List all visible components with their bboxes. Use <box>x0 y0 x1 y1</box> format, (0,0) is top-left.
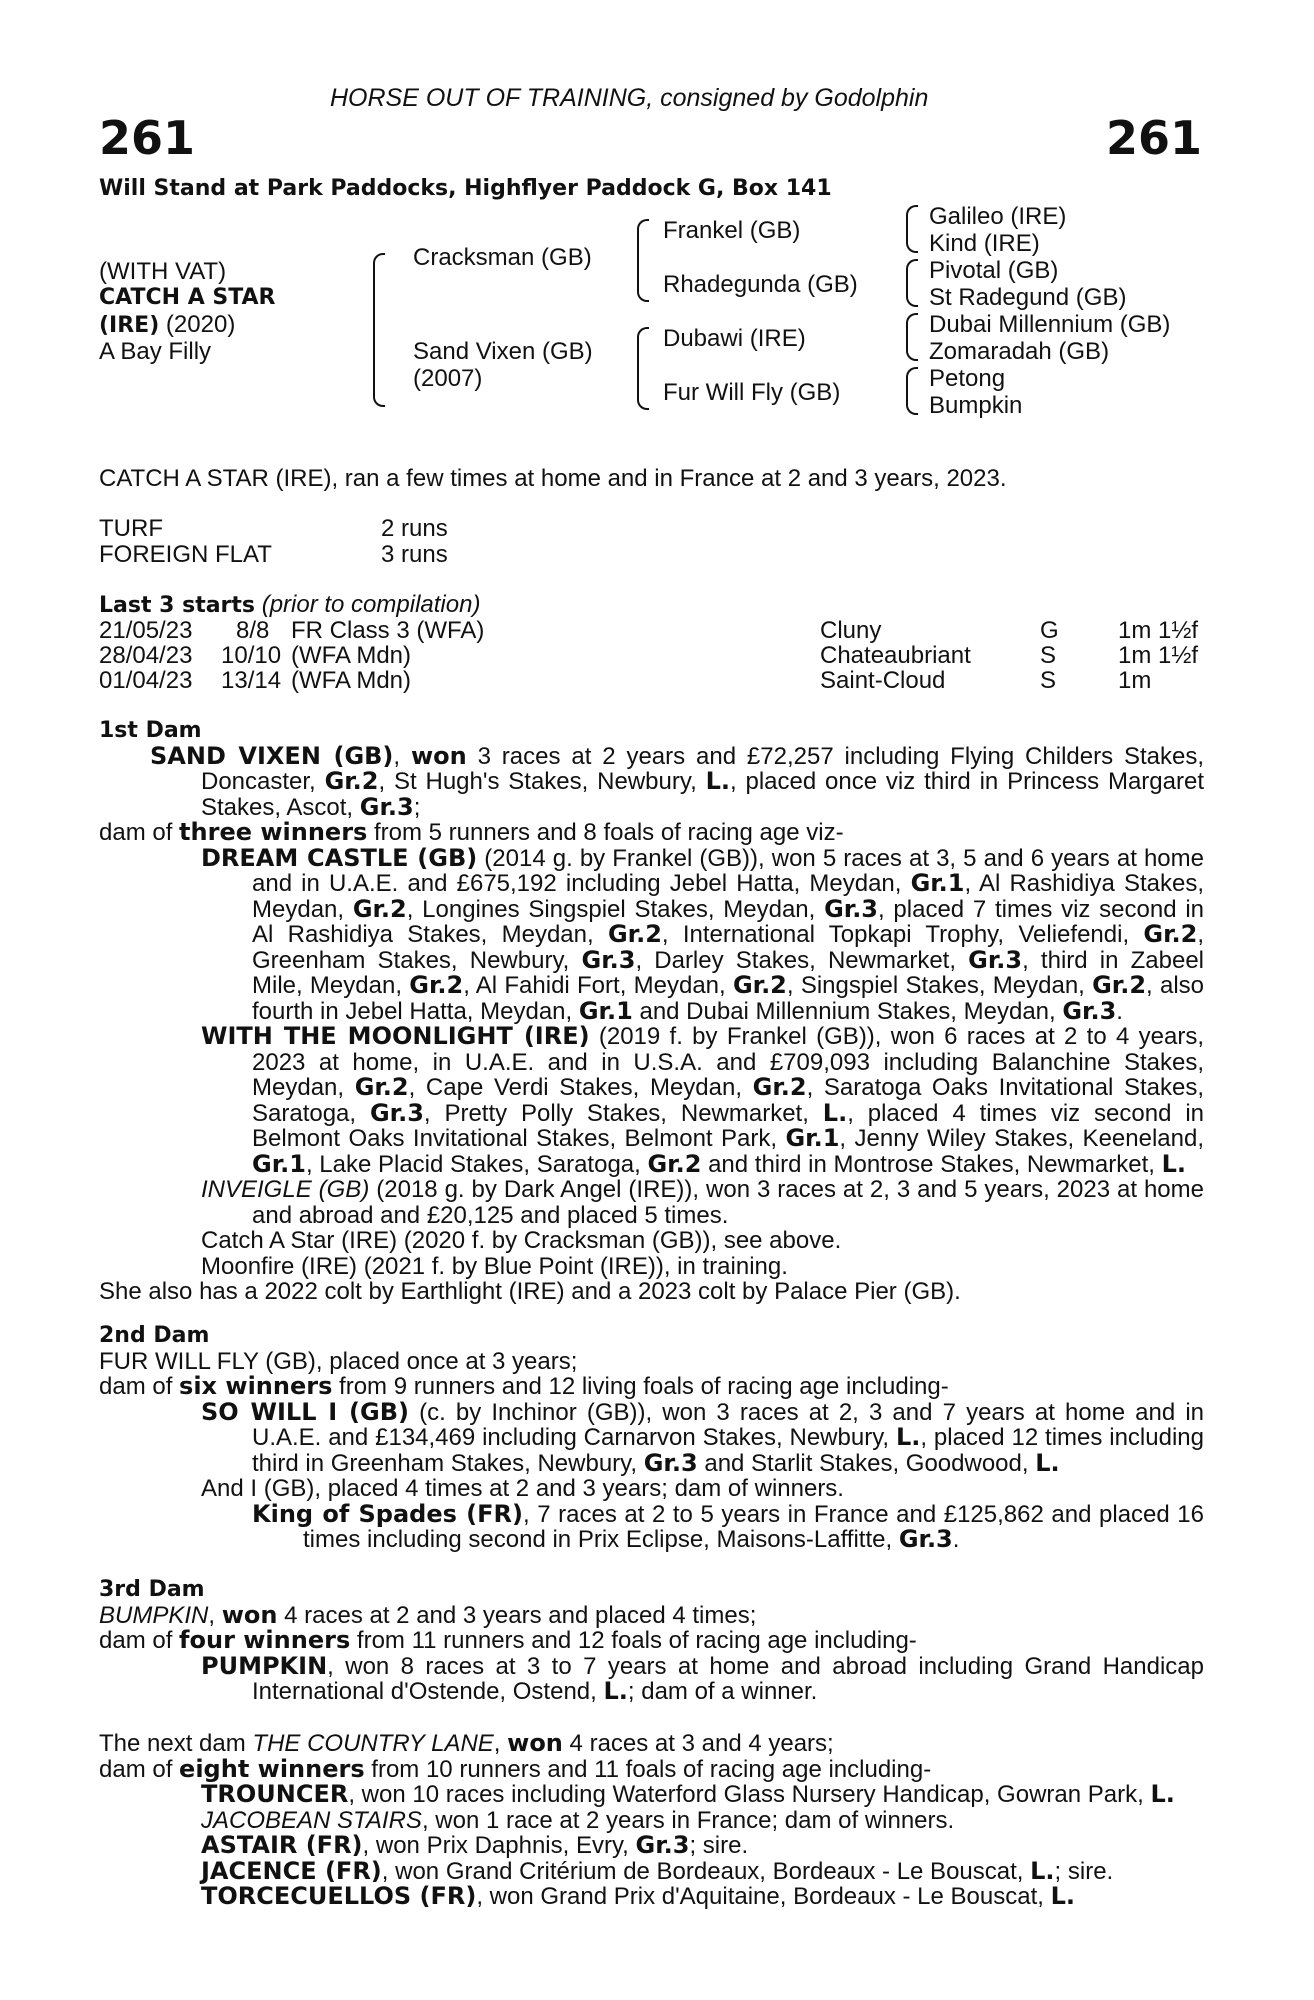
won-label: won <box>221 1600 278 1629</box>
start-position: 8/8 <box>236 617 270 644</box>
grade: Gr.3 <box>968 945 1023 974</box>
grade: Gr.2 <box>409 971 464 999</box>
pedigree-gen4-3: Pivotal (GB) <box>929 257 1059 284</box>
produce-torcecuellos <box>99 1884 1204 1910</box>
pedigree-brace-dam <box>637 327 649 410</box>
produce-jacobean-stairs <box>99 1808 1204 1834</box>
text: , Al Fahidi Fort, Meydan, <box>463 972 733 999</box>
text: , Saratoga Oaks Invitational Stakes, Saratoga, <box>252 1074 1204 1127</box>
runs-count-turf: 2 runs <box>381 515 448 542</box>
pedigree-dam-sire: Dubawi (IRE) <box>663 325 806 352</box>
text: ; sire. <box>1054 1857 1114 1885</box>
listed: L. <box>895 1423 921 1451</box>
next-dam-section <box>99 1731 1204 1910</box>
start-distance: 1m 1½f <box>1118 642 1199 669</box>
produce-with-the-moonlight <box>99 1024 1204 1177</box>
produce-and-i: And I (GB), placed 4 times at 2 and 3 years; dam of winners. <box>201 1475 844 1502</box>
last-starts-title: Last 3 starts <box>99 593 256 618</box>
grade: Gr.3 <box>824 894 879 923</box>
produce-name: DREAM CASTLE (GB) <box>201 843 478 872</box>
start-race: (WFA Mdn) <box>291 667 412 694</box>
start-date: 01/04/23 <box>99 667 193 694</box>
grade: Gr.3 <box>635 1831 690 1859</box>
start-course: Cluny <box>820 617 882 644</box>
text: , placed once viz third in Princess Margaret Stakes, Ascot, <box>201 768 1204 821</box>
first-dam-section <box>99 718 1204 1305</box>
grade: Gr.1 <box>910 869 965 897</box>
pedigree-gen4-5: Dubai Millennium (GB) <box>929 311 1171 338</box>
text: ; <box>413 793 421 821</box>
pedigree-dam: Sand Vixen (GB) <box>413 338 593 365</box>
text: , <box>493 1730 508 1757</box>
listed: L. <box>1035 1448 1060 1477</box>
text: , Longines Singspiel Stakes, Meydan, <box>406 895 825 923</box>
runs-type-turf: TURF <box>99 515 163 542</box>
text: . <box>952 1526 960 1553</box>
third-dam-heading: 3rd Dam <box>99 1577 205 1602</box>
produce-name: INVEIGLE (GB) <box>201 1176 370 1203</box>
start-date: 21/05/23 <box>99 617 193 644</box>
start-going: S <box>1040 667 1057 694</box>
text: 4 races at 2 and 3 years and placed 4 times; <box>277 1601 757 1629</box>
grade: Gr.2 <box>1092 971 1147 999</box>
text: , placed 4 times viz second in Belmont Oaks Invitational Stakes, Belmont Park, <box>252 1099 1204 1152</box>
last-starts-note: (prior to compilation) <box>255 591 481 618</box>
text: , <box>208 1601 222 1629</box>
text: , won Grand Prix d'Aquitaine, Bordeaux - Le Bouscat, <box>476 1883 1051 1910</box>
text: from 11 runners and 12 foals of racing age including- <box>350 1627 917 1654</box>
pedigree-gen4-7: Petong <box>929 365 1006 392</box>
text: , Pretty Polly Stakes, Newmarket, <box>423 1099 823 1127</box>
grade: Gr.1 <box>578 996 633 1025</box>
grade: Gr.2 <box>1143 920 1198 948</box>
start-course: Saint-Cloud <box>820 667 946 694</box>
text: dam of <box>99 819 180 846</box>
vat-note: (WITH VAT) <box>99 258 227 285</box>
text: dam of <box>99 1373 180 1400</box>
pedigree-brace-sire <box>637 219 649 302</box>
next-dam-produce-summary <box>99 1754 1204 1783</box>
start-distance: 1m 1½f <box>1118 617 1199 644</box>
lot-number-left: 261 <box>99 111 196 165</box>
won-label: won <box>507 1729 563 1757</box>
grade: Gr.3 <box>898 1525 953 1553</box>
grade: Gr.2 <box>324 767 379 795</box>
text: from 5 runners and 8 foals of racing age viz- <box>367 819 844 846</box>
listed: L. <box>1050 1882 1075 1910</box>
text: , 7 races at 2 to 5 years in France and £125,862 and placed 16 times including second in Prix Eclipse, Maisons-Laffitte, <box>303 1500 1204 1553</box>
text: , placed 7 times viz second in Al Rashidiya Stakes, Meydan, <box>252 895 1204 948</box>
listed: L. <box>822 1098 848 1127</box>
winners-count: six winners <box>179 1372 333 1400</box>
pedigree-gen4-6: Zomaradah (GB) <box>929 338 1110 365</box>
first-dam-record: SAND VIXEN (GB), won 3 races at 2 years and £72,257 including Flying Childers Stakes, Doncaster, Gr.2, St Hugh's Stakes, Newbury, L., placed once viz third in Princess Margaret Stakes, Ascot, Gr.3; <box>150 741 1204 821</box>
grade: Gr.3 <box>369 1098 424 1127</box>
text: , Darley Stakes, Newmarket, <box>635 946 969 974</box>
runs-type-foreign: FOREIGN FLAT <box>99 541 272 568</box>
grade: Gr.2 <box>607 920 662 948</box>
text: from 9 runners and 12 living foals of racing age including- <box>332 1373 949 1400</box>
produce-moonfire: Moonfire (IRE) (2021 f. by Blue Point (IRE)), in training. <box>201 1252 788 1280</box>
text: , International Topkapi Trophy, Veliefendi, <box>661 921 1144 948</box>
race-summary: CATCH A STAR (IRE), ran a few times at home and in France at 2 and 3 years, 2023. <box>99 465 1007 492</box>
produce-name: King of Spades (FR) <box>252 1499 523 1528</box>
grade: Gr.2 <box>354 1073 409 1101</box>
text: and third in Montrose Stakes, Newmarket, <box>701 1150 1162 1178</box>
produce-dream-castle <box>99 843 1205 1025</box>
first-dam-also: She also has a 2022 colt by Earthlight (IRE) and a 2023 colt by Palace Pier (GB). <box>99 1278 961 1305</box>
third-dam-section <box>99 1577 1204 1705</box>
next-dam-name: THE COUNTRY LANE <box>252 1730 494 1757</box>
text: , Greenham Stakes, Newbury, <box>252 921 1204 974</box>
first-dam-heading: 1st Dam <box>99 718 202 743</box>
text: , won Prix Daphnis, Evry, <box>362 1832 636 1859</box>
start-race: (WFA Mdn) <box>291 642 412 669</box>
text: ; dam of a winner. <box>627 1678 818 1705</box>
second-dam-record: FUR WILL FLY (GB), placed once at 3 years; <box>99 1347 578 1375</box>
grade: Gr.3 <box>581 945 636 974</box>
produce-name: TROUNCER <box>201 1780 349 1808</box>
listed: L. <box>1150 1780 1175 1808</box>
third-dam-produce-summary <box>99 1628 1204 1654</box>
text: , St Hugh's Stakes, Newbury, <box>378 768 706 795</box>
produce-name: JACOBEAN STAIRS <box>201 1806 422 1834</box>
text: dam of <box>99 1755 180 1783</box>
text: , Jenny Wiley Stakes, Keeneland, <box>839 1125 1204 1152</box>
horse-year: (2020) <box>159 311 236 338</box>
start-position: 13/14 <box>221 667 282 694</box>
text: and Dubai Millennium Stakes, Meydan, <box>632 997 1063 1025</box>
text: 3 races at 2 years and £72,257 including Flying Childers Stakes, Doncaster, <box>201 742 1204 795</box>
start-distance: 1m <box>1118 667 1152 694</box>
second-dam-produce-summary <box>99 1374 1204 1400</box>
produce-astair <box>99 1833 1204 1859</box>
pedigree-gen4-1: Galileo (IRE) <box>929 203 1067 230</box>
pedigree-gen4-8: Bumpkin <box>929 392 1023 419</box>
listed: L. <box>1030 1856 1055 1885</box>
second-dam-section <box>99 1323 1204 1553</box>
listed: L. <box>705 767 730 795</box>
produce-name: JACENCE (FR) <box>201 1856 382 1885</box>
text: (2014 g. by Frankel (GB)), won 5 races at 3, 5 and 6 years at home and in U.A.E. and £675,192 including Jebel Hatta, Meydan, <box>252 844 1204 897</box>
produce-pumpkin <box>99 1651 1204 1705</box>
produce-name: SO WILL I (GB) <box>201 1397 409 1426</box>
text: (2018 g. by Dark Angel (IRE)), won 3 races at 2, 3 and 5 years, 2023 at home and abroad and £20,125 and placed 5 times. <box>252 1176 1204 1229</box>
text: (2019 f. by Frankel (GB)), won 6 races at 2 to 4 years, 2023 at home, in U.A.E. and in U.S.A. and £709,093 including Balanchine Stakes, Meydan, <box>252 1023 1204 1101</box>
text: , Singspiel Stakes, Meydan, <box>786 972 1093 999</box>
pedigree-dam-year: (2007) <box>413 365 483 392</box>
pedigree-gen4-2: Kind (IRE) <box>929 230 1040 257</box>
text: dam of <box>99 1627 180 1654</box>
produce-name: WITH THE MOONLIGHT (IRE) <box>201 1022 590 1050</box>
produce-jacence <box>99 1856 1204 1885</box>
last-starts-heading <box>99 592 480 619</box>
text: from 10 runners and 11 foals of racing age including- <box>364 1755 932 1783</box>
produce-catch-a-star: Catch A Star (IRE) (2020 f. by Cracksman (GB)), see above. <box>201 1227 842 1254</box>
pedigree-brace-4b <box>906 259 918 307</box>
grade: Gr.2 <box>732 971 787 999</box>
start-position: 10/10 <box>221 642 282 669</box>
text: , also fourth in Jebel Hatta, Meydan, <box>252 972 1205 1025</box>
text: ; sire. <box>689 1832 749 1859</box>
start-course: Chateaubriant <box>820 642 971 669</box>
text: , won 8 races at 3 to 7 years at home and abroad including Grand Handicap International d'Ostende, Ostend, <box>252 1652 1204 1705</box>
horse-country: (IRE) <box>99 313 160 338</box>
catalogue-subtitle: HORSE OUT OF TRAINING, consigned by Godolphin <box>330 84 929 112</box>
winners-count: eight winners <box>179 1754 365 1783</box>
horse-description: A Bay Filly <box>99 338 212 365</box>
text: , won 1 race at 2 years in France; dam of winners. <box>421 1806 955 1834</box>
grade: Gr.1 <box>252 1149 306 1178</box>
text: , placed 12 times including third in Greenham Stakes, Newbury, <box>252 1424 1204 1477</box>
text: (c. by Inchinor (GB)), won 3 races at 2, 3 and 7 years at home and in U.A.E. and £134,469 including Carnarvon Stakes, Newbury, <box>252 1398 1205 1451</box>
listed: L. <box>603 1677 628 1705</box>
text: , third in Zabeel Mile, Meydan, <box>252 946 1205 999</box>
grade: Gr.2 <box>752 1073 807 1101</box>
grade: Gr.3 <box>359 792 414 821</box>
second-dam-heading: 2nd Dam <box>99 1323 210 1348</box>
pedigree-brace-4a <box>906 205 918 253</box>
start-going: G <box>1040 617 1059 644</box>
horse-name-line2 <box>99 312 235 339</box>
first-dam-name: SAND VIXEN (GB) <box>150 741 394 770</box>
pedigree-gen4-4: St Radegund (GB) <box>929 284 1127 311</box>
produce-name: ASTAIR (FR) <box>201 1831 363 1859</box>
produce-king-of-spades <box>150 1499 1204 1553</box>
winners-count: four winners <box>179 1626 351 1654</box>
grade: Gr.2 <box>352 894 407 923</box>
grade: Gr.3 <box>643 1448 698 1477</box>
pedigree-brace-gen2 <box>373 253 385 407</box>
pedigree-brace-4d <box>906 367 918 415</box>
listed: L. <box>1161 1149 1187 1178</box>
pedigree-sire-dam: Rhadegunda (GB) <box>663 271 858 298</box>
stabling-location: Will Stand at Park Paddocks, Highflyer Paddock G, Box 141 <box>99 176 832 201</box>
text: , Al Rashidiya Stakes, Meydan, <box>252 870 1204 923</box>
start-race: FR Class 3 (WFA) <box>291 617 485 644</box>
text: . <box>1116 997 1123 1025</box>
text: , won 10 races including Waterford Glass Nursery Handicap, Gowran Park, <box>348 1781 1151 1808</box>
pedigree-dam-dam: Fur Will Fly (GB) <box>663 379 841 406</box>
won-label: won <box>410 741 467 770</box>
runs-count-foreign: 3 runs <box>381 541 448 568</box>
grade: Gr.2 <box>647 1149 702 1178</box>
start-going: S <box>1040 642 1057 669</box>
winners-count: three winners <box>179 818 368 846</box>
third-dam-record <box>99 1600 1204 1629</box>
text: , Cape Verdi Stakes, Meydan, <box>408 1074 753 1101</box>
next-dam-record <box>99 1731 1204 1757</box>
text: , won Grand Critérium de Bordeaux, Bordeaux - Le Bouscat, <box>381 1857 1031 1885</box>
text: The next dam <box>99 1730 253 1757</box>
text: 4 races at 3 and 4 years; <box>562 1730 834 1757</box>
produce-trouncer <box>99 1782 1204 1808</box>
horse-name: CATCH A STAR <box>99 285 276 310</box>
produce-name: TORCECUELLOS (FR) <box>201 1882 477 1910</box>
produce-inveigle <box>99 1177 1204 1228</box>
pedigree-brace-4c <box>906 313 918 361</box>
produce-so-will-i <box>99 1397 1205 1477</box>
grade: Gr.1 <box>785 1124 840 1152</box>
first-dam-produce-summary <box>99 820 1204 846</box>
lot-number-right: 261 <box>1105 111 1202 165</box>
produce-name: PUMPKIN <box>201 1651 328 1680</box>
grade: Gr.3 <box>1062 996 1117 1025</box>
text: , Lake Placid Stakes, Saratoga, <box>305 1150 648 1178</box>
start-date: 28/04/23 <box>99 642 193 669</box>
pedigree-sire-sire: Frankel (GB) <box>663 217 801 244</box>
third-dam-name: BUMPKIN <box>99 1601 209 1629</box>
text: and Starlit Stakes, Goodwood, <box>697 1449 1036 1477</box>
pedigree-sire: Cracksman (GB) <box>413 244 592 271</box>
